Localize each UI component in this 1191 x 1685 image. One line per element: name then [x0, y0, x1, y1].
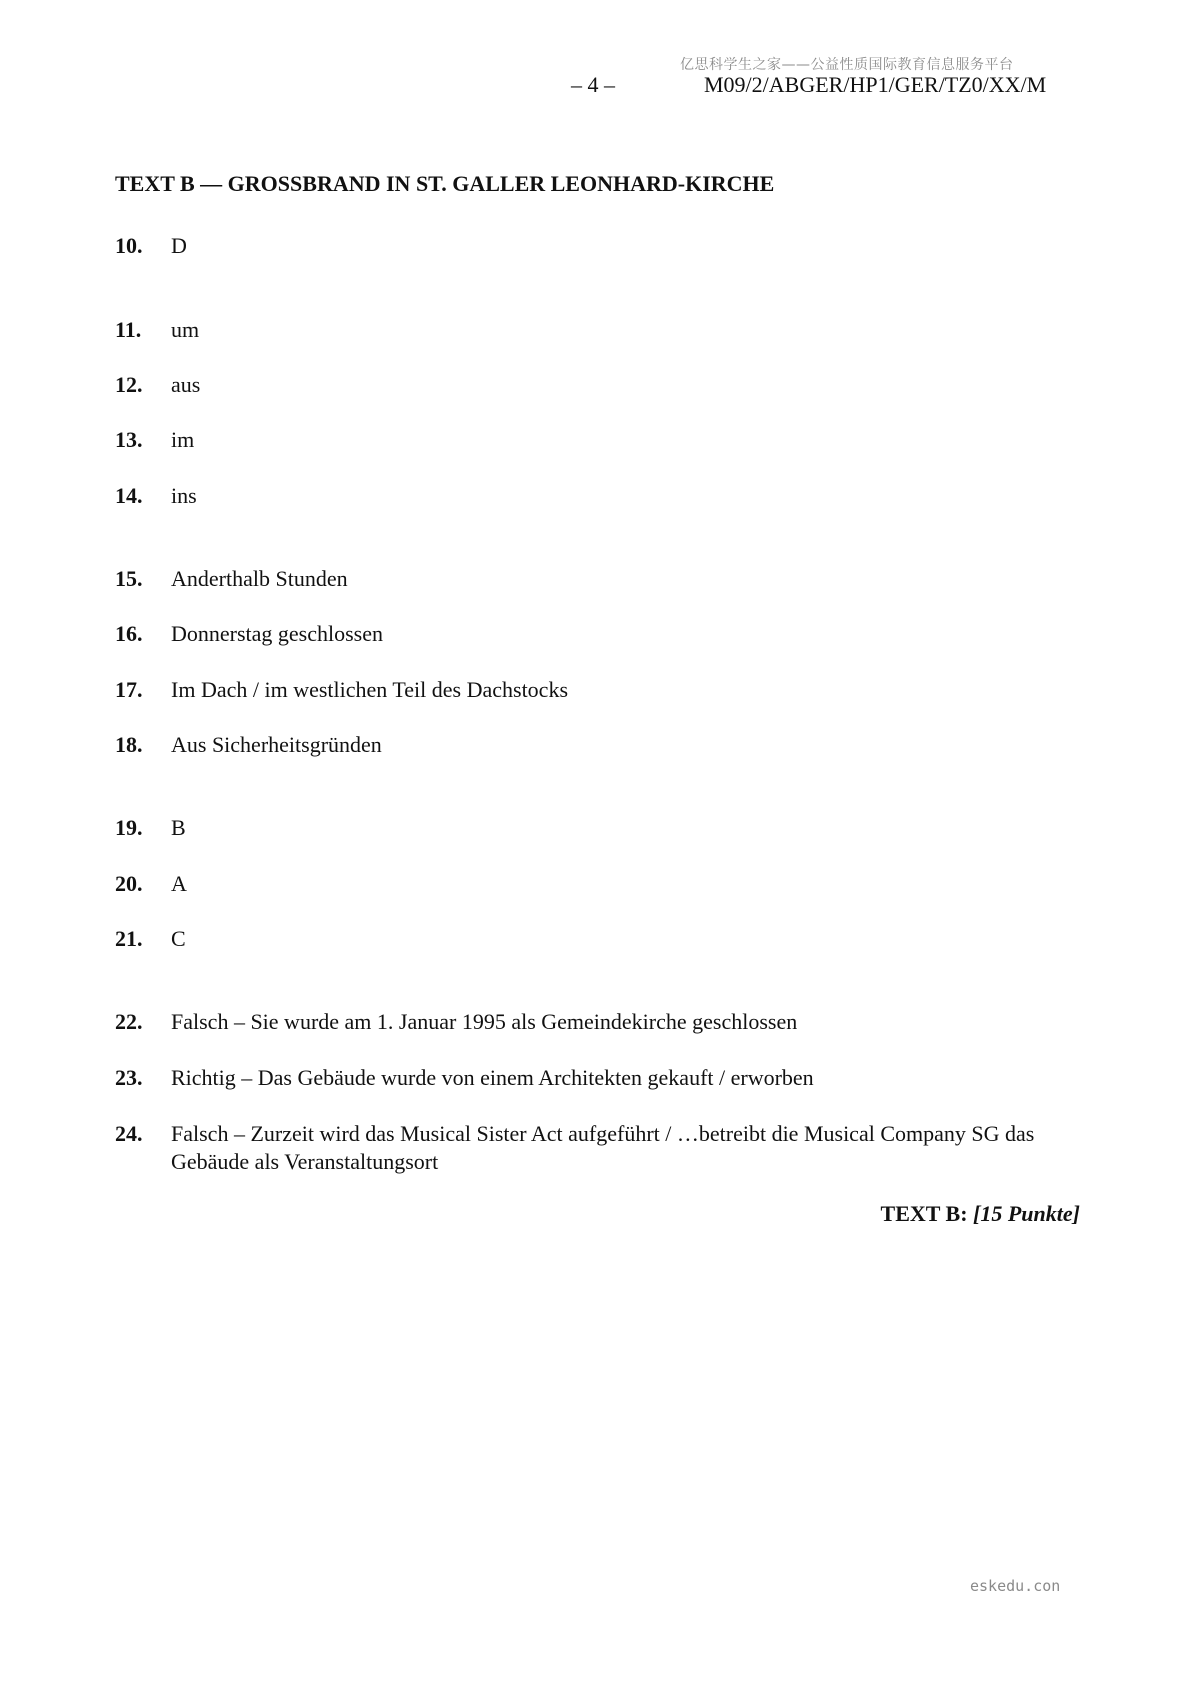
answer-item [115, 814, 1085, 842]
total-label: TEXT B: [880, 1201, 974, 1226]
answer-item [115, 232, 1085, 260]
answer-text: Richtig – Das Gebäude wurde von einem Architekten gekauft / erworben [171, 1065, 814, 1090]
answer-number: 20. [115, 871, 143, 896]
answer-item [115, 565, 1085, 593]
watermark-bottom: eskedu.con [970, 1577, 1061, 1595]
answer-number: 21. [115, 926, 143, 951]
answer-number: 23. [115, 1065, 143, 1090]
document-code: M09/2/ABGER/HP1/GER/TZ0/XX/M [704, 72, 1047, 97]
total-points: [15 Punkte] [973, 1201, 1080, 1226]
answer-text: Falsch – Zurzeit wird das Musical Sister Act aufgeführt / …betreibt die Musical Company SG das Gebäude als Veranstaltungsort [171, 1121, 1035, 1174]
answer-text: Donnerstag geschlossen [171, 621, 384, 646]
answer-number: 12. [115, 372, 143, 397]
answer-text: A [171, 871, 187, 896]
answer-item [115, 1064, 1085, 1092]
answer-text: Falsch – Sie wurde am 1. Januar 1995 als Gemeindekirche geschlossen [171, 1009, 798, 1034]
answer-number: 13. [115, 427, 143, 452]
answer-number: 11. [115, 317, 142, 342]
answer-item [115, 371, 1085, 399]
answer-item [115, 426, 1085, 454]
answer-item [115, 870, 1085, 898]
answer-text: Anderthalb Stunden [171, 566, 348, 591]
page-number: – 4 – [571, 72, 615, 97]
answer-number: 14. [115, 483, 143, 508]
answer-number: 10. [115, 233, 143, 258]
answer-text: aus [171, 372, 201, 397]
answer-text: D [171, 233, 187, 258]
answer-text: im [171, 427, 195, 452]
answer-number: 15. [115, 566, 143, 591]
answer-number: 24. [115, 1121, 143, 1146]
answer-item [115, 620, 1085, 648]
answer-item [115, 482, 1085, 510]
answer-number: 17. [115, 677, 143, 702]
answer-number: 19. [115, 815, 143, 840]
answer-item [115, 731, 1085, 759]
answer-text: Im Dach / im westlichen Teil des Dachstocks [171, 677, 569, 702]
answer-number: 16. [115, 621, 143, 646]
section-title: TEXT B — GROSSBRAND IN ST. GALLER LEONHARD-KIRCHE [115, 171, 775, 196]
section-total [881, 1201, 1080, 1227]
answer-text: ins [171, 483, 197, 508]
answer-item [115, 1120, 1085, 1176]
answer-text: C [171, 926, 186, 951]
watermark-top: 亿思科学生之家——公益性质国际教育信息服务平台 [680, 57, 1014, 73]
answer-item [115, 925, 1085, 953]
answer-item [115, 1008, 1085, 1036]
answer-item [115, 316, 1085, 344]
answer-text: um [171, 317, 200, 342]
answer-item [115, 676, 1085, 704]
answer-number: 18. [115, 732, 143, 757]
answer-text: B [171, 815, 186, 840]
answer-text: Aus Sicherheitsgründen [171, 732, 382, 757]
answer-number: 22. [115, 1009, 143, 1034]
